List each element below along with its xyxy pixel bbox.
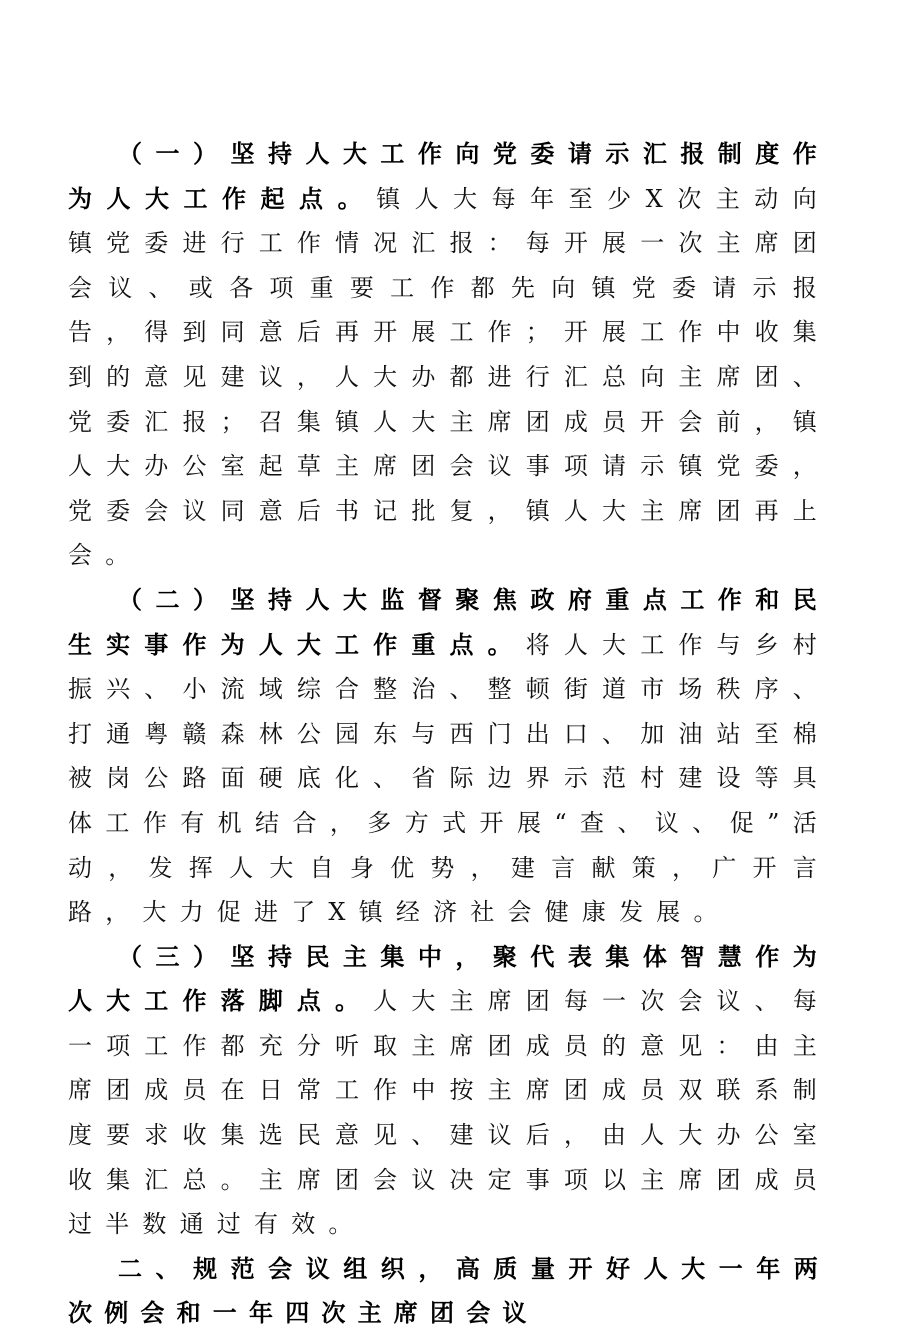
paragraph-1-body: 镇人大每年至少X次主动向镇党委进行工作情况汇报：每开展一次主席团会议、或各项重要工作都先向镇党委请示报告，得到同意后再开展工作；开展工作中收集到的意见建议，人大办都进行汇总向主席团、党委汇报；召集镇人大主席团成员开会前，镇人大办公室起草主席团会议事项请示镇党委，党委会议同意后书记批复，镇人大主席团再上会。	[68, 184, 830, 570]
paragraph-3-body: 人大主席团每一次会议、每一项工作都充分听取主席团成员的意见：由主席团成员在日常工作中按主席团成员双联系制度要求收集选民意见、建议后，由人大办公室收集汇总。主席团会议决定事项以主席团成员过半数通过有效。	[68, 987, 830, 1239]
paragraph-1-lead: （一）坚持人大工作向党委请示汇报制度作为人大工作起点。	[68, 139, 830, 213]
paragraph-2	[68, 578, 830, 935]
section-heading: 二、规范会议组织，高质量开好人大一年两次例会和一年四次主席团会议	[68, 1254, 830, 1328]
paragraph-1	[68, 132, 830, 578]
paragraph-2-lead: （二）坚持人大监督聚焦政府重点工作和民生实事作为人大工作重点。	[68, 584, 830, 659]
paragraph-2-body: 将人大工作与乡村振兴、小流域综合整治、整顿街道市场秩序、打通粤赣森林公园东与西门出口、加油站至棉被岗公路面硬底化、省际边界示范村建设等具体工作有机结合，多方式开展“查、议、促”活动，发挥人大自身优势，建言献策，广开言路，大力促进了X镇经济社会健康发展。	[68, 630, 830, 927]
document-body	[68, 132, 830, 1336]
paragraph-3-lead: （三）坚持民主集中，聚代表集体智慧作为人大工作落脚点。	[68, 941, 830, 1016]
paragraph-3	[68, 935, 830, 1247]
